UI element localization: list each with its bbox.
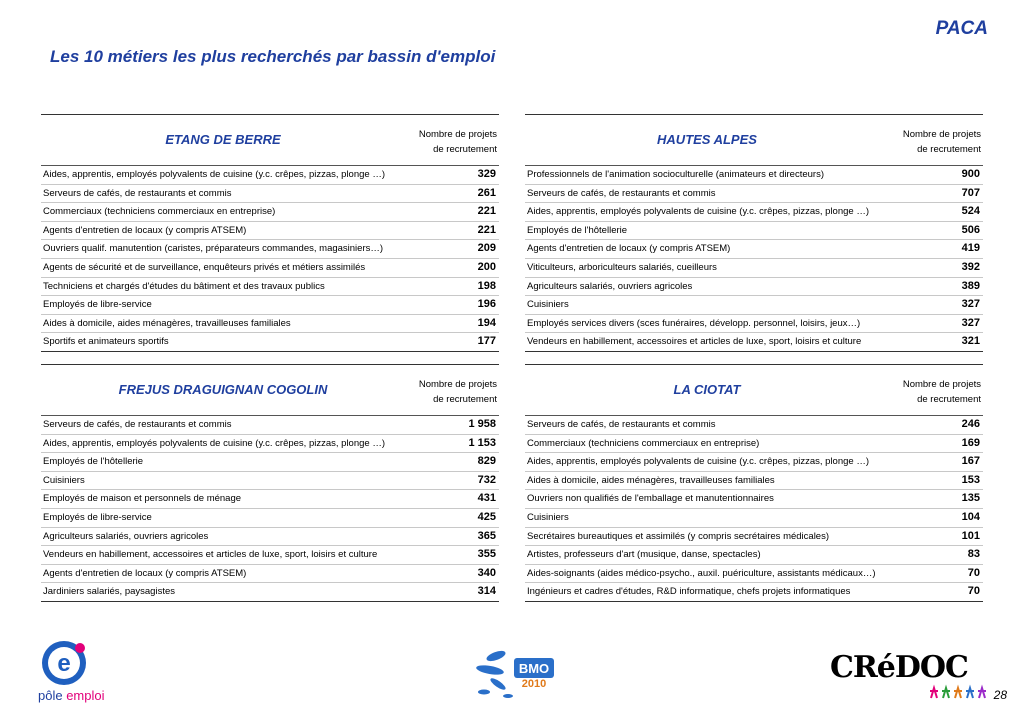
pole-emploi-logo [38, 640, 108, 702]
region-title: PACA [935, 18, 988, 39]
projets-count: 221 [477, 223, 496, 236]
column-header-nombre-projets [397, 127, 497, 157]
metier-label: Employés services divers (sces funéraires, développ. personnel, loisirs, jeux…) [527, 317, 861, 329]
column-header-line: Nombre de projets [418, 129, 497, 140]
table-row [41, 259, 499, 278]
metier-label: Employés de l'hôtellerie [43, 456, 144, 468]
metier-label: Sportifs et animateurs sportifs [43, 336, 169, 348]
table-row [41, 166, 499, 185]
metier-label: Employés de libre-service [43, 299, 152, 311]
metier-label: Agents d'entretien de locaux (y compris ATSEM) [43, 224, 247, 236]
projets-count: 104 [961, 510, 980, 523]
table-row [525, 315, 983, 334]
projets-count: 1 958 [468, 418, 496, 430]
table-header [525, 365, 983, 416]
projets-count: 70 [967, 566, 980, 579]
metier-label: Commerciaux (techniciens commerciaux en entreprise) [527, 437, 760, 449]
table-row [41, 416, 499, 435]
projets-count: 321 [961, 335, 980, 348]
projets-count: 70 [967, 585, 980, 598]
emploi-word: emploi [66, 688, 105, 703]
projets-count: 389 [961, 279, 980, 292]
metier-label: Aides, apprentis, employés polyvalents de cuisine (y.c. crêpes, pizzas, plonge …) [43, 169, 385, 180]
table-row [525, 546, 983, 565]
table-row [41, 185, 499, 204]
table-frejus-draguignan-cogolin [41, 364, 499, 602]
metier-label: Artistes, professeurs d'art (musique, danse, spectacles) [527, 549, 761, 561]
table-row [41, 435, 499, 454]
metier-label: Agents d'entretien de locaux (y compris ATSEM) [527, 243, 731, 255]
column-header-line: de recrutement [917, 394, 981, 405]
bassin-name: ETANG DE BERRE [165, 132, 281, 147]
bmo-year: 2010 [521, 678, 547, 690]
projets-count: 1 153 [468, 436, 496, 449]
pole-emploi-wordmark [38, 688, 105, 703]
table-row [41, 278, 499, 297]
projets-count: 135 [961, 492, 980, 505]
metier-label: Ouvriers non qualifiés de l'emballage et manutentionnaires [527, 493, 774, 505]
table-row [41, 333, 499, 351]
metier-label: Employés de libre-service [43, 511, 152, 523]
table-row [525, 565, 983, 584]
column-header-line: de recrutement [917, 144, 981, 155]
metier-label: Aides-soignants (aides médico-psycho., auxil. puériculture, assistants médicaux…) [527, 567, 876, 579]
pole-word: pôle [38, 688, 63, 703]
table-row [525, 259, 983, 278]
column-header-line: de recrutement [433, 144, 497, 155]
table-row [525, 528, 983, 547]
projets-count: 101 [961, 529, 980, 542]
table-row [41, 453, 499, 472]
credoc-wordmark: CRéDOC [830, 650, 968, 685]
metier-label: Employés de l'hôtellerie [527, 224, 628, 236]
metier-label: Professionnels de l'animation socioculturelle (animateurs et directeurs) [527, 169, 824, 180]
metier-label: Serveurs de cafés, de restaurants et commis [527, 419, 716, 430]
metier-label: Cuisiniers [527, 511, 569, 523]
projets-count: 209 [477, 242, 496, 255]
projets-count: 419 [961, 242, 980, 255]
table-row [525, 490, 983, 509]
table-row [41, 315, 499, 334]
table-row [41, 240, 499, 259]
table-row [525, 278, 983, 297]
projets-count: 506 [961, 223, 980, 236]
projets-count: 200 [477, 260, 496, 273]
metier-label: Employés de maison et personnels de ménage [43, 493, 242, 505]
table-row [525, 583, 983, 601]
projets-count: 153 [961, 473, 980, 486]
projets-count: 524 [961, 205, 980, 218]
table-row [525, 222, 983, 241]
table-row [525, 240, 983, 259]
credoc-logo [828, 650, 983, 702]
projets-count: 196 [477, 298, 496, 311]
page-title: Les 10 métiers les plus recherchés par bassin d'emploi [50, 47, 496, 66]
projets-count: 177 [477, 335, 496, 348]
projets-count: 329 [477, 168, 496, 180]
column-header-line: Nombre de projets [902, 129, 981, 140]
column-header-line: Nombre de projets [902, 379, 981, 390]
metier-label: Serveurs de cafés, de restaurants et commis [527, 187, 716, 199]
projets-count: 355 [477, 548, 496, 561]
page-number: 28 [993, 688, 1007, 702]
projets-count: 707 [961, 186, 980, 199]
svg-text:e: e [57, 650, 71, 677]
table-row [41, 296, 499, 315]
table-row [525, 333, 983, 351]
metier-label: Viticulteurs, arboriculteurs salariés, cueilleurs [527, 261, 717, 273]
metier-label: Agents de sécurité et de surveillance, enquêteurs privés et métiers assimilés [43, 261, 366, 273]
table-row [41, 472, 499, 491]
metier-label: Jardiniers salariés, paysagistes [43, 586, 176, 598]
table-row [525, 185, 983, 204]
projets-count: 900 [961, 168, 980, 180]
metier-label: Ingénieurs et cadres d'études, R&D informatique, chefs projets informatiques [527, 586, 851, 598]
projets-count: 365 [477, 529, 496, 542]
metier-label: Agents d'entretien de locaux (y compris ATSEM) [43, 567, 247, 579]
table-row [41, 203, 499, 222]
metier-label: Secrétaires bureautiques et assimilés (y compris secrétaires médicales) [527, 530, 830, 542]
projets-count: 221 [477, 205, 496, 218]
projets-count: 327 [961, 316, 980, 329]
table-row [525, 472, 983, 491]
table-etang-de-berre [41, 114, 499, 352]
projets-count: 431 [477, 492, 496, 505]
metier-label: Aides à domicile, aides ménagères, travailleuses familiales [527, 474, 775, 486]
projets-count: 425 [477, 510, 496, 523]
metier-label: Cuisiniers [527, 299, 569, 311]
projets-count: 194 [477, 316, 496, 329]
table-row [41, 565, 499, 584]
metier-label: Agriculteurs salariés, ouvriers agricoles [43, 530, 209, 542]
bassin-name: HAUTES ALPES [657, 132, 757, 147]
table-row [41, 490, 499, 509]
projets-count: 314 [477, 585, 496, 598]
table-row [41, 509, 499, 528]
table-header [41, 365, 499, 416]
table-la-ciotat [525, 364, 983, 602]
metier-label: Techniciens et chargés d'études du bâtiment et des travaux publics [43, 280, 325, 292]
table-row [41, 546, 499, 565]
metier-label: Aides, apprentis, employés polyvalents de cuisine (y.c. crêpes, pizzas, plonge …) [527, 456, 869, 468]
metier-label: Agriculteurs salariés, ouvriers agricoles [527, 280, 693, 292]
column-header-nombre-projets [881, 377, 981, 407]
table-row [525, 509, 983, 528]
metier-label: Commerciaux (techniciens commerciaux en entreprise) [43, 206, 276, 218]
metier-label: Serveurs de cafés, de restaurants et commis [43, 187, 232, 199]
table-row [525, 435, 983, 454]
column-header-line: Nombre de projets [418, 379, 497, 390]
column-header-line: de recrutement [433, 394, 497, 405]
metier-label: Aides à domicile, aides ménagères, travailleuses familiales [43, 317, 291, 329]
table-header [525, 115, 983, 166]
projets-count: 198 [477, 279, 496, 292]
table-row [525, 296, 983, 315]
projets-count: 327 [961, 298, 980, 311]
metier-label: Aides, apprentis, employés polyvalents de cuisine (y.c. crêpes, pizzas, plonge …) [527, 206, 869, 218]
table-row [525, 203, 983, 222]
bmo-logo-mark [448, 640, 563, 704]
table-row [525, 416, 983, 435]
table-row [525, 166, 983, 185]
projets-count: 829 [477, 455, 496, 468]
projets-count: 732 [477, 473, 496, 486]
metier-label: Ouvriers qualif. manutention (caristes, préparateurs commandes, magasiniers…) [43, 243, 384, 255]
projets-count: 246 [961, 418, 980, 430]
pole-emploi-logo-mark [40, 640, 90, 686]
projets-count: 261 [477, 186, 496, 199]
metier-label: Cuisiniers [43, 474, 85, 486]
table-row [41, 222, 499, 241]
people-figures-icon [926, 678, 986, 700]
bassin-name: LA CIOTAT [673, 382, 741, 397]
table-header [41, 115, 499, 166]
metier-label: Vendeurs en habillement, accessoires et articles de luxe, sport, loisirs et culture [527, 336, 862, 348]
bmo-2010-logo [448, 640, 563, 704]
projets-count: 340 [477, 566, 496, 579]
table-row [41, 583, 499, 601]
metier-label: Serveurs de cafés, de restaurants et commis [43, 419, 232, 430]
column-header-nombre-projets [881, 127, 981, 157]
bmo-text: BMO [518, 661, 550, 676]
bassin-name: FREJUS DRAGUIGNAN COGOLIN [118, 382, 328, 397]
metier-label: Aides, apprentis, employés polyvalents de cuisine (y.c. crêpes, pizzas, plonge …) [43, 437, 385, 449]
metier-label: Vendeurs en habillement, accessoires et articles de luxe, sport, loisirs et culture [43, 549, 378, 561]
projets-count: 83 [967, 548, 980, 561]
projets-count: 392 [961, 260, 980, 273]
projets-count: 169 [961, 436, 980, 449]
table-hautes-alpes [525, 114, 983, 352]
table-row [525, 453, 983, 472]
projets-count: 167 [961, 455, 980, 468]
column-header-nombre-projets [397, 377, 497, 407]
table-row [41, 528, 499, 547]
